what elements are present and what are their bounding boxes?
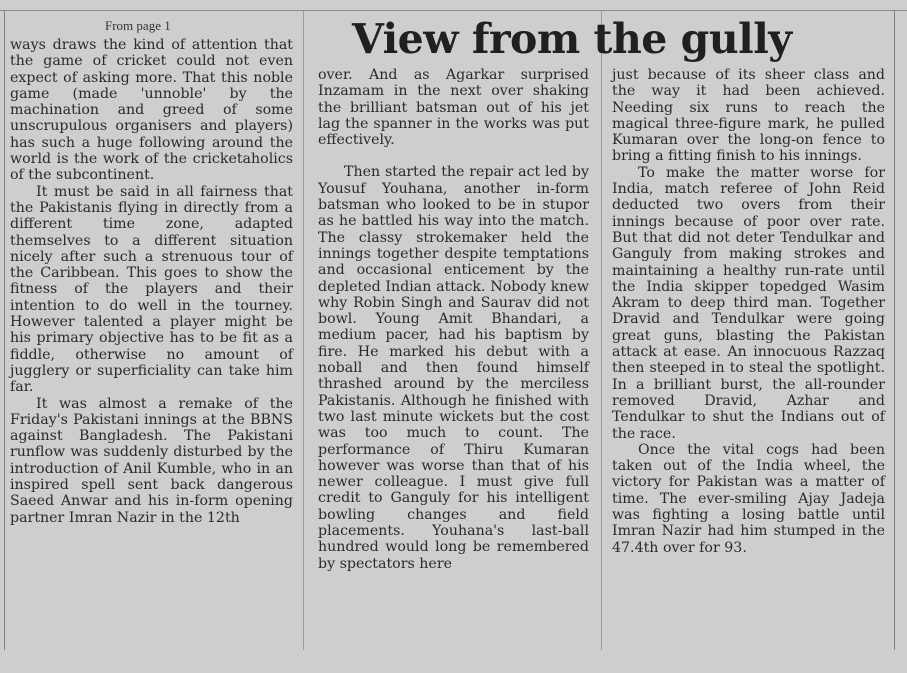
article-column-2 bbox=[318, 67, 589, 572]
top-rule bbox=[0, 0, 907, 11]
continued-from-label: From page 1 bbox=[105, 18, 171, 33]
paragraph: over. And as Agarkar surprised Inzamam in the next over shaking the brilliant batsman out of his jet lag the spanner in the works was put effectively. bbox=[318, 67, 589, 149]
column-divider bbox=[601, 10, 602, 650]
paragraph: Then started the repair act led by Yousuf Youhana, another in-form batsman who looked to be in stupor as he battled his way into the match. The classy strokemaker held the innings together despite temptations and occasional enticement by the depleted Indian attack. Nobody knew why Robin Singh and Saurav did not bowl. Young Amit Bhandari, a medium pacer, had his baptism by fire. He marked his debut with a noball and then found himself thrashed around by the merciless Pakistanis. Although he finished with two last minute wickets but the cost was too much to count. The performance of Thiru Kumaran however was worse than that of his newer colleague. I must give full credit to Ganguly for his intelligent bowling changes and field placements. Youhana's last-ball hundred would long be remembered by spectators here bbox=[318, 164, 589, 572]
article-headline: View from the gully bbox=[352, 15, 792, 63]
column-divider bbox=[303, 10, 304, 650]
paragraph: just because of its sheer class and the way it had been achieved. Needing six runs to reach the magical three-figure mark, he pulled Kumaran over the long-on fence to bring a fitting finish to his innings. bbox=[612, 67, 885, 165]
article-column-3 bbox=[612, 67, 885, 556]
paragraph: It must be said in all fairness that the Pakistanis flying in directly from a different time zone, adapted themselves to a different situation nicely after such a strenuous tour of the Caribbean. This goes to show the fitness of the players and their intention to do well in the tourney. However talented a player might be his primary objective has to be fit as a fiddle, otherwise no amount of jugglery or superficiality can take him far. bbox=[10, 183, 293, 396]
article-column-1 bbox=[10, 37, 293, 526]
right-border-rule bbox=[894, 10, 895, 650]
left-border-rule bbox=[4, 10, 5, 650]
paragraph: ways draws the kind of attention that the game of cricket could not even expect of asking more. That this noble game (made 'unnoble' by the machination and greed of some unscrupulous organisers and players) has such a huge following around the world is the work of the cricketaholics of the subcontinent. bbox=[10, 37, 293, 184]
paragraph: It was almost a remake of the Friday's Pakistani innings at the BBNS against Bangladesh. The Pakistani runflow was suddenly disturbed by the introduction of Anil Kumble, who in an inspired spell sent back dangerous Saeed Anwar and his in-form opening partner Imran Nazir in the 12th bbox=[10, 395, 293, 526]
paragraph: Once the vital cogs had been taken out of the India wheel, the victory for Pakistan was a matter of time. The ever-smiling Ajay Jadeja was fighting a losing battle until Imran Nazir had him stumped in the 47.4th over for 93. bbox=[612, 441, 885, 556]
paragraph: To make the matter worse for India, match referee of John Reid deducted two overs from their innings because of poor over rate. But that did not deter Tendulkar and Ganguly from making strokes and maintaining a healthy run-rate until the India skipper topedged Wasim Akram to deep third man. Together Dravid and Tendulkar were going great guns, blasting the Pakistan attack at ease. An innocuous Razzaq then steeped in to steal the spotlight. In a brilliant burst, the all-rounder removed Dravid, Azhar and Tendulkar to shut the Indians out of the race. bbox=[612, 164, 885, 442]
